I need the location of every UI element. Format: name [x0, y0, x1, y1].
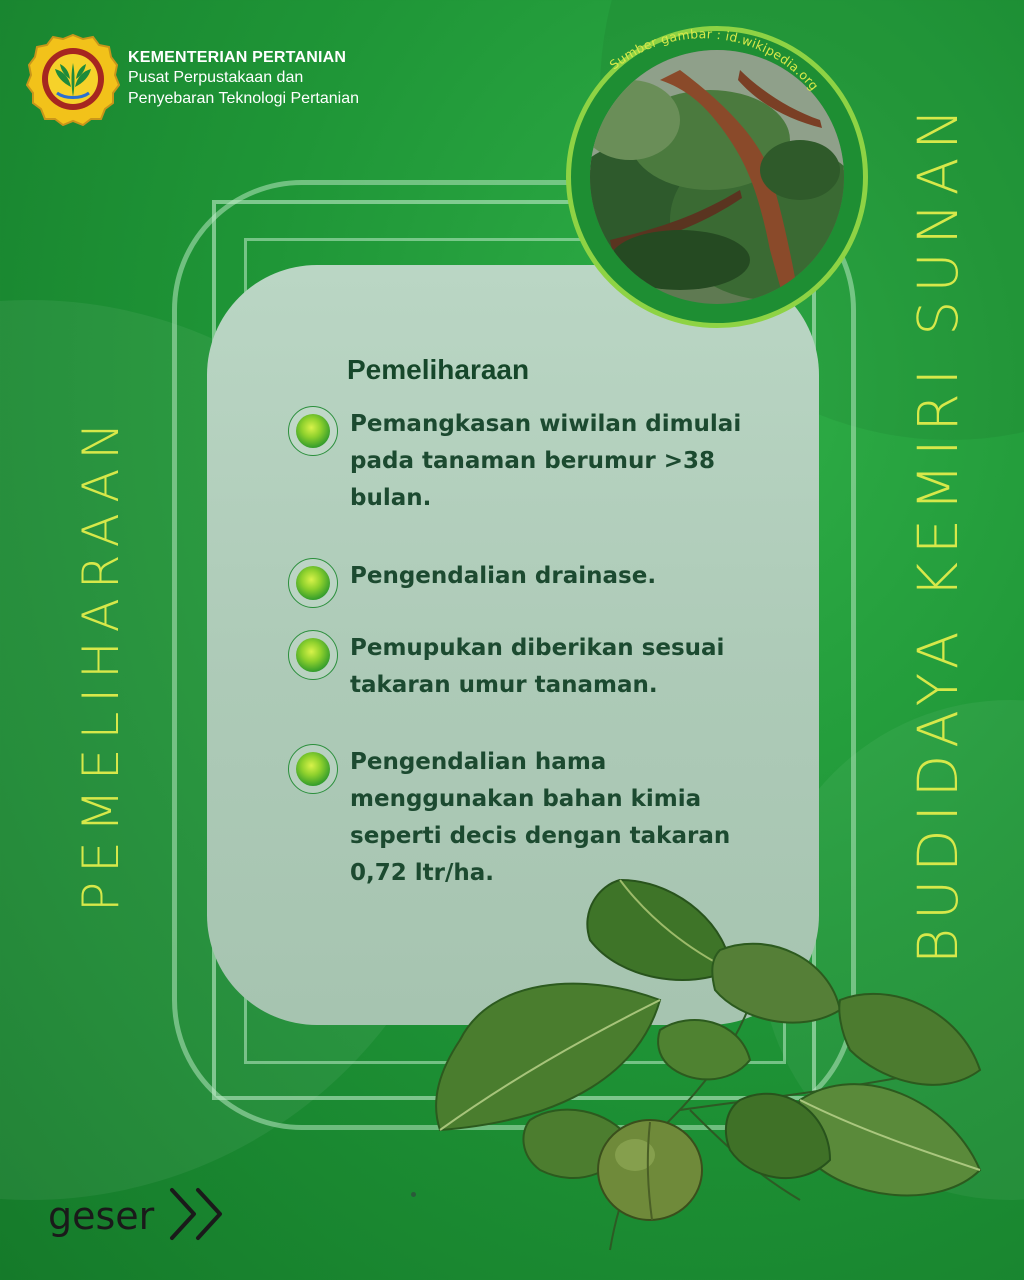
ministry-logo — [26, 32, 120, 126]
org-subtitle-line1: Pusat Perpustakaan dan — [128, 69, 304, 86]
list-item-text: Pengendalian hama menggunakan bahan kimia seperti decis dengan takaran 0,72 ltr/ha. — [350, 749, 731, 886]
decorative-dot — [411, 1192, 416, 1197]
list-item — [288, 630, 770, 704]
list-item-text: Pemangkasan wiwilan dimulai pada tanaman berumur >38 bulan. — [350, 411, 742, 511]
list-item-text: Pemupukan diberikan sesuai takaran umur tanaman. — [350, 635, 725, 698]
bullet-dot-icon — [288, 558, 338, 608]
side-label-left: PEMELIHARAAN — [72, 413, 130, 912]
side-label-right: BUDIDAYA KEMIRI SUNAN — [906, 100, 970, 964]
kemiri-leaves-illustration — [420, 870, 1024, 1280]
section-title: Pemeliharaan — [347, 354, 530, 385]
list-item-text: Pengendalian drainase. — [350, 563, 657, 589]
svg-text:Sumber gambar : id.wikipedia.o — [607, 26, 822, 93]
bullet-dot-icon — [288, 744, 338, 794]
org-subtitle-line2: Penyebaran Teknologi Pertanian — [128, 90, 359, 107]
list-item — [288, 406, 770, 517]
org-title: KEMENTERIAN PERTANIAN — [128, 49, 347, 66]
double-chevron-right-icon — [168, 1186, 230, 1246]
photo-credit — [566, 26, 868, 328]
list-item — [288, 558, 770, 608]
bullet-dot-icon — [288, 630, 338, 680]
geser-next-button[interactable] — [48, 1186, 230, 1246]
photo-credit-text: Sumber gambar : id.wikipedia.org — [606, 26, 822, 94]
bullet-dot-icon — [288, 406, 338, 456]
org-text — [128, 49, 359, 109]
header — [26, 32, 359, 126]
geser-label: geser — [48, 1194, 155, 1238]
